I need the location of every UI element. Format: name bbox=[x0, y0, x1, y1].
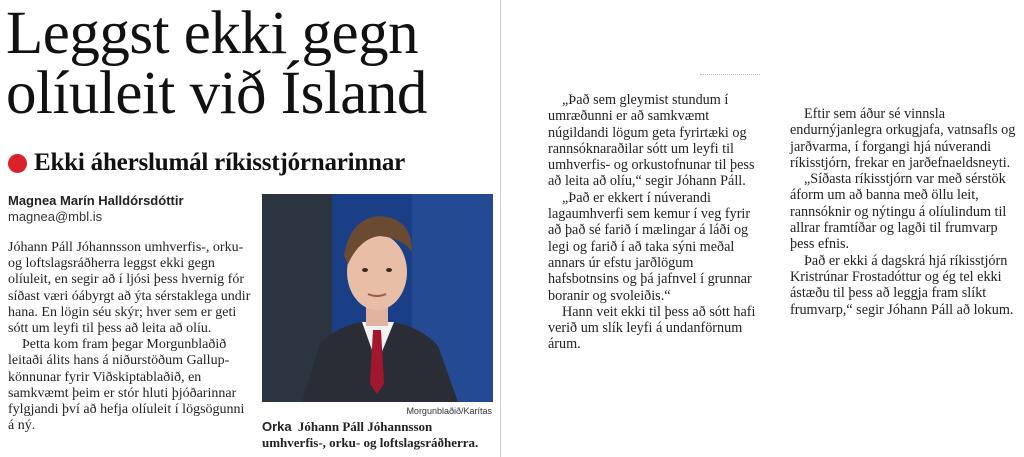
caption-text: Jóhann Páll Jóhannsson umhverfis-, orku- og loftslagsráðherra. bbox=[262, 419, 479, 450]
left-body-text bbox=[8, 240, 253, 434]
photo-caption bbox=[262, 419, 498, 450]
article-clipping bbox=[0, 0, 500, 457]
portrait-illustration bbox=[262, 194, 493, 402]
body-paragraph: „Síðasta ríkisstjórn var með sérstök áform um að banna með öllu leit, rannsóknir og nýtingu á olíulindum til allrar framtíðar og lagði til frumvarp þess efnis. bbox=[790, 171, 1007, 253]
body-paragraph: Eftir sem áður sé vinnsla endurnýjanlegra orkugjafa, vatnsafls og jarðvarma, í forgangi hjá núverandi ríkisstjórn, frekar en jarðefnaeldsneyti. bbox=[790, 106, 1016, 171]
headline bbox=[6, 0, 496, 127]
headline-line-1: Leggst ekki gegn bbox=[6, 0, 419, 67]
minister-photo bbox=[262, 194, 493, 402]
author-email: magnea@mbl.is bbox=[8, 209, 103, 224]
photo-credit: Morgunblaðið/Karítas bbox=[406, 406, 492, 416]
red-bullet-icon bbox=[8, 154, 27, 173]
right-column bbox=[790, 106, 1020, 318]
headline-line-2: olíuleit við Ísland bbox=[6, 60, 427, 127]
body-paragraph: „Það sem gleymist stundum í umræðunni er að samkvæmt núgildandi lögum geta fyrirtæki og rannsóknaraðilar sótt um leyfi til umhverfis- og orkustofnunar til þess að leita að olíu,“ segir Jóhann Páll. bbox=[548, 92, 755, 190]
column-top-rule bbox=[700, 74, 760, 79]
body-paragraph: „Það er ekkert í núverandi lagaumhverfi sem kemur í veg fyrir að það sé farið í mælingar á láði og legi og farið í að taka sýni meðal annars úr efstu jarðlögum hafsbotnsins og þá jafnvel í grunnar boranir og svoleiðis.“ bbox=[548, 189, 752, 304]
caption-lead: Orka bbox=[262, 419, 292, 434]
subheadline-text: Ekki áherslumál ríkisstjórnarinnar bbox=[34, 149, 406, 176]
author-name: Magnea Marín Halldórsdóttir bbox=[8, 193, 184, 208]
panel-divider bbox=[500, 0, 501, 457]
subheadline bbox=[8, 149, 405, 177]
body-paragraph: Hann veit ekki til þess að sótt hafi verið um slík leyfi á undanförnum árum. bbox=[548, 303, 756, 353]
body-paragraph: Þetta kom fram þegar Morgunblaðið leitaði álits hans á niðurstöðum Gallup-könnunar fyrir Viðskiptablaðið, en samkvæmt þeim er stór hluti þjóðarinnar fylgjandi því að hefja olíuleit í lögsögunni á ný. bbox=[8, 337, 245, 434]
middle-column bbox=[548, 92, 766, 353]
body-paragraph: Það er ekki á dagskrá hjá ríkisstjórn Kristrúnar Frostadóttur og ég tel ekki ástæðu til þess að leggja fram slíkt frumvarp,“ segir Jóhann Páll að lokum. bbox=[790, 252, 1014, 318]
body-paragraph: Jóhann Páll Jóhannsson umhverfis-, orku- og loftslagsráðherra leggst ekki gegn olíuleit, en segir að í ljósi þess hvernig fór síðast væri óábyrgt að ýta sérstaklega undir hana. En lögin séu skýr; hver sem er geti sótt um leyfi til þess að leita að olíu. bbox=[8, 240, 251, 337]
